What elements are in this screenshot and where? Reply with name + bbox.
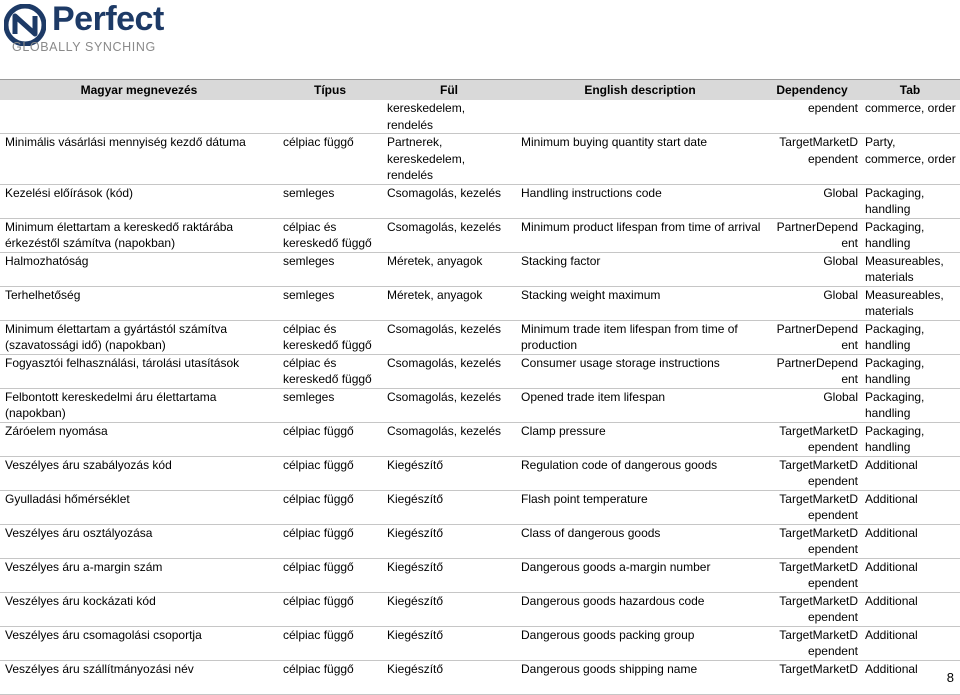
- table-row: [0, 134, 960, 185]
- page-number: 8: [946, 670, 954, 685]
- table-cell: semleges: [278, 286, 382, 320]
- table-cell: Kiegészítő: [382, 626, 516, 660]
- table-cell: Opened trade item lifespan: [516, 388, 764, 422]
- table-cell: Veszélyes áru kockázati kód: [0, 592, 278, 626]
- table-cell: Additional: [860, 456, 960, 490]
- table-row: [0, 524, 960, 558]
- table-cell: Minimum élettartam a kereskedő raktárába érkezéstől számítva (napokban): [0, 218, 278, 252]
- table-cell: Measureables, materials: [860, 286, 960, 320]
- table-cell: Veszélyes áru csomagolási csoportja: [0, 626, 278, 660]
- table-row: [0, 320, 960, 354]
- table-cell: Packaging, handling: [860, 184, 960, 218]
- table-cell: célpiac és kereskedő függő: [278, 354, 382, 388]
- table-cell: Flash point temperature: [516, 490, 764, 524]
- table-cell: kereskedelem, rendelés: [382, 100, 516, 134]
- table-cell: commerce, order: [860, 100, 960, 134]
- table-cell: Measureables, materials: [860, 252, 960, 286]
- table-cell: Kiegészítő: [382, 592, 516, 626]
- table-cell: Additional: [860, 626, 960, 660]
- table-cell: Záróelem nyomása: [0, 422, 278, 456]
- table-cell: Packaging, handling: [860, 218, 960, 252]
- table-cell: TargetMarketD ependent: [764, 456, 860, 490]
- table-cell: [516, 100, 764, 134]
- table-cell: PartnerDepend ent: [764, 320, 860, 354]
- header-tab: Tab: [860, 80, 960, 101]
- table-cell: Additional: [860, 558, 960, 592]
- table-cell: célpiac függő: [278, 524, 382, 558]
- table-cell: Consumer usage storage instructions: [516, 354, 764, 388]
- table-cell: Méretek, anyagok: [382, 252, 516, 286]
- perfect-logo: [4, 2, 174, 54]
- table-cell: Csomagolás, kezelés: [382, 354, 516, 388]
- header-dependency: Dependency: [764, 80, 860, 101]
- table-cell: Partnerek, kereskedelem, rendelés: [382, 134, 516, 185]
- table-cell: Csomagolás, kezelés: [382, 184, 516, 218]
- table-header-row: [0, 80, 960, 101]
- table-cell: Gyulladási hőmérséklet: [0, 490, 278, 524]
- attribute-table: [0, 79, 960, 695]
- table-cell: Felbontott kereskedelmi áru élettartama (napokban): [0, 388, 278, 422]
- table-cell: célpiac függő: [278, 490, 382, 524]
- table-cell: célpiac és kereskedő függő: [278, 320, 382, 354]
- table-cell: TargetMarketD ependent: [764, 524, 860, 558]
- table-cell: Fogyasztói felhasználási, tárolási utasítások: [0, 354, 278, 388]
- table-cell: célpiac függő: [278, 422, 382, 456]
- table-cell: célpiac függő: [278, 626, 382, 660]
- table-row: [0, 388, 960, 422]
- table-cell: Packaging, handling: [860, 422, 960, 456]
- table-cell: [0, 100, 278, 134]
- table-cell: [278, 100, 382, 134]
- table-cell: TargetMarketD ependent: [764, 626, 860, 660]
- table-cell: Csomagolás, kezelés: [382, 218, 516, 252]
- table-cell: Terhelhetőség: [0, 286, 278, 320]
- table-cell: Stacking factor: [516, 252, 764, 286]
- table-row: [0, 286, 960, 320]
- table-cell: Veszélyes áru szállítmányozási név: [0, 660, 278, 694]
- table-cell: Dangerous goods packing group: [516, 626, 764, 660]
- table-cell: Additional: [860, 660, 960, 694]
- table-cell: Global: [764, 184, 860, 218]
- header-hungarian-name: Magyar megnevezés: [0, 80, 278, 101]
- table-cell: célpiac függő: [278, 134, 382, 185]
- table-cell: TargetMarketD ependent: [764, 134, 860, 185]
- table-cell: ependent: [764, 100, 860, 134]
- table-row: [0, 592, 960, 626]
- table-cell: TargetMarketD ependent: [764, 558, 860, 592]
- table-cell: Stacking weight maximum: [516, 286, 764, 320]
- table-cell: Global: [764, 252, 860, 286]
- table-cell: Minimum product lifespan from time of arrival: [516, 218, 764, 252]
- table-cell: TargetMarketD ependent: [764, 490, 860, 524]
- table-cell: Csomagolás, kezelés: [382, 422, 516, 456]
- table-cell: Additional: [860, 490, 960, 524]
- table-cell: Regulation code of dangerous goods: [516, 456, 764, 490]
- table-cell: Kiegészítő: [382, 524, 516, 558]
- table-cell: Minimum trade item lifespan from time of production: [516, 320, 764, 354]
- header-type: Típus: [278, 80, 382, 101]
- table-cell: Global: [764, 388, 860, 422]
- table-row: [0, 184, 960, 218]
- table-cell: célpiac és kereskedő függő: [278, 218, 382, 252]
- table-cell: semleges: [278, 184, 382, 218]
- table-cell: Global: [764, 286, 860, 320]
- table-cell: Packaging, handling: [860, 354, 960, 388]
- table-cell: Clamp pressure: [516, 422, 764, 456]
- table-cell: semleges: [278, 252, 382, 286]
- table-cell: Additional: [860, 524, 960, 558]
- table-cell: Party, commerce, order: [860, 134, 960, 185]
- logo-wordmark: Perfect: [52, 0, 164, 38]
- table-cell: Veszélyes áru osztályozása: [0, 524, 278, 558]
- table-row: [0, 422, 960, 456]
- table-row: [0, 660, 960, 694]
- table-cell: Dangerous goods a-margin number: [516, 558, 764, 592]
- table-row-continuation: [0, 100, 960, 134]
- table-cell: PartnerDepend ent: [764, 354, 860, 388]
- table-cell: célpiac függő: [278, 660, 382, 694]
- table-cell: Minimális vásárlási mennyiség kezdő dátuma: [0, 134, 278, 185]
- table-cell: Halmozhatóság: [0, 252, 278, 286]
- table-cell: Handling instructions code: [516, 184, 764, 218]
- table-cell: Packaging, handling: [860, 320, 960, 354]
- logo-tagline: GLOBALLY SYNCHING: [12, 40, 156, 54]
- table-cell: Méretek, anyagok: [382, 286, 516, 320]
- table-row: [0, 354, 960, 388]
- header-tab-hu: Fül: [382, 80, 516, 101]
- table-cell: célpiac függő: [278, 592, 382, 626]
- table-cell: Kiegészítő: [382, 660, 516, 694]
- table-cell: Class of dangerous goods: [516, 524, 764, 558]
- table-cell: Additional: [860, 592, 960, 626]
- table-row: [0, 456, 960, 490]
- table-cell: Dangerous goods shipping name: [516, 660, 764, 694]
- table-cell: célpiac függő: [278, 558, 382, 592]
- table-cell: PartnerDepend ent: [764, 218, 860, 252]
- table-cell: Kiegészítő: [382, 490, 516, 524]
- table-cell: semleges: [278, 388, 382, 422]
- table-cell: Veszélyes áru a-margin szám: [0, 558, 278, 592]
- table-cell: TargetMarketD: [764, 660, 860, 694]
- table-cell: TargetMarketD ependent: [764, 592, 860, 626]
- table-cell: Kiegészítő: [382, 456, 516, 490]
- table-cell: TargetMarketD ependent: [764, 422, 860, 456]
- header-english-description: English description: [516, 80, 764, 101]
- table-cell: Minimum élettartam a gyártástól számítva (szavatossági idő) (napokban): [0, 320, 278, 354]
- table-cell: Minimum buying quantity start date: [516, 134, 764, 185]
- table-cell: Csomagolás, kezelés: [382, 320, 516, 354]
- table-cell: Dangerous goods hazardous code: [516, 592, 764, 626]
- table-cell: Packaging, handling: [860, 388, 960, 422]
- table-row: [0, 558, 960, 592]
- table-row: [0, 490, 960, 524]
- table-row: [0, 252, 960, 286]
- table-cell: Kiegészítő: [382, 558, 516, 592]
- table-cell: célpiac függő: [278, 456, 382, 490]
- table-row: [0, 626, 960, 660]
- table-cell: Kezelési előírások (kód): [0, 184, 278, 218]
- table-row: [0, 218, 960, 252]
- table-cell: Csomagolás, kezelés: [382, 388, 516, 422]
- table-cell: Veszélyes áru szabályozás kód: [0, 456, 278, 490]
